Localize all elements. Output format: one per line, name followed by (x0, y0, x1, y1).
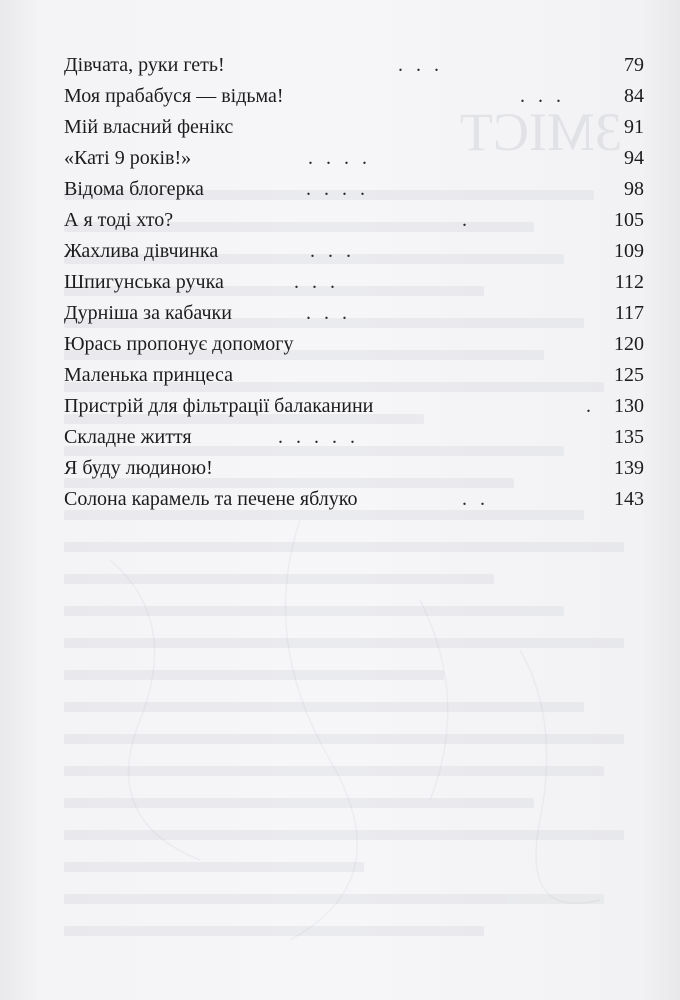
toc-entry-page: 94 (624, 147, 644, 169)
toc-entry-page: 120 (614, 333, 644, 355)
toc-entry-title: Моя прабабуся — відьма! (64, 85, 284, 107)
toc-entry (64, 329, 644, 360)
toc-entry (64, 236, 644, 267)
toc-entry-title: «Каті 9 років!» (64, 147, 192, 169)
toc-leader-dots: . (586, 395, 595, 417)
toc-leader-dots: . . . (310, 240, 355, 262)
toc-entry (64, 391, 644, 422)
toc-entry-title: Дівчата, руки геть! (64, 54, 225, 76)
toc-entry-page: 112 (614, 271, 644, 293)
toc-entry-title: Дурніша за кабачки (64, 302, 232, 324)
toc-leader-dots: . . . (520, 85, 565, 107)
toc-entry (64, 422, 644, 453)
toc-leader-dots: . . (462, 488, 489, 510)
toc-entry (64, 453, 644, 484)
toc-entry-page: 105 (614, 209, 644, 231)
toc-entry-title: Маленька принцеса (64, 364, 233, 386)
toc-leader-dots: . . . (306, 302, 351, 324)
toc-entry-page: 79 (624, 54, 644, 76)
toc-entry-title: Я буду людиною! (64, 457, 213, 479)
toc-entry (64, 112, 644, 143)
toc-entry-page: 143 (614, 488, 644, 510)
toc-entry-title: Мій власний фенікс (64, 116, 234, 138)
toc-entry (64, 81, 644, 112)
toc-entry-page: 91 (624, 116, 644, 138)
toc-entry-page: 139 (614, 457, 644, 479)
toc-leader-dots: . (462, 209, 471, 231)
toc-entry-page: 117 (614, 302, 644, 324)
toc-entry-page: 98 (624, 178, 644, 200)
toc-leader-dots: . . . (398, 54, 443, 76)
toc-entry (64, 143, 644, 174)
toc-entry-page: 125 (614, 364, 644, 386)
toc-entry-title: Жахлива дівчинка (64, 240, 219, 262)
table-of-contents (64, 50, 644, 515)
toc-entry (64, 267, 644, 298)
toc-entry (64, 360, 644, 391)
toc-entry-page: 84 (624, 85, 644, 107)
toc-entry-title: Відома блогерка (64, 178, 204, 200)
toc-entry-title: Пристрій для фільтрації балаканини (64, 395, 374, 417)
toc-entry-title: Солона карамель та печене яблуко (64, 488, 358, 510)
toc-entry-title: Юрась пропонує допомогу (64, 333, 294, 355)
toc-entry-page: 135 (614, 426, 644, 448)
toc-entry-page: 109 (614, 240, 644, 262)
toc-entry (64, 484, 644, 515)
toc-entry (64, 205, 644, 236)
toc-entry (64, 174, 644, 205)
toc-leader-dots: . . . . . (278, 426, 359, 448)
toc-entry-page: 130 (614, 395, 644, 417)
toc-entry-title: А я тоді хто? (64, 209, 174, 231)
toc-leader-dots: . . . . (308, 147, 371, 169)
toc-entry-title: Шпигунська ручка (64, 271, 224, 293)
toc-entry (64, 298, 644, 329)
toc-entry-title: Складне життя (64, 426, 192, 448)
toc-leader-dots: . . . . (306, 178, 369, 200)
toc-entry (64, 50, 644, 81)
show-through-heading: ЗМІСТ (459, 102, 622, 162)
toc-leader-dots: . . . (294, 271, 339, 293)
